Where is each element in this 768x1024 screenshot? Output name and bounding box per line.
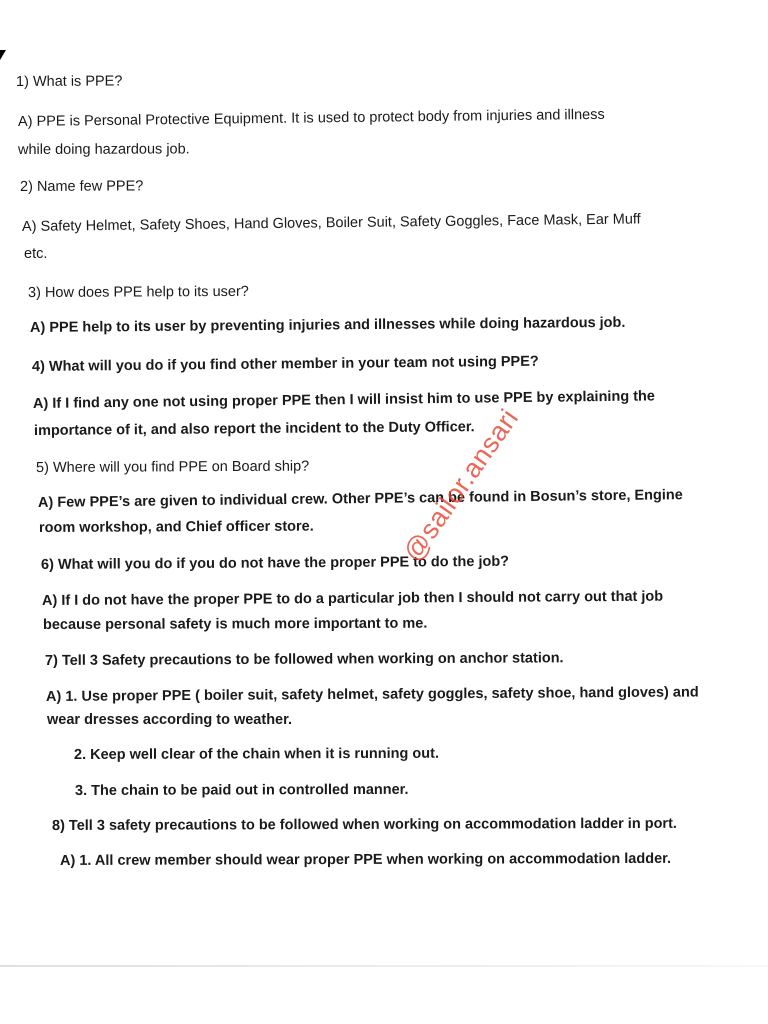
answer-3-line-1: A) PPE help to its user by preventing injuries and illnesses while doing hazardous job.	[29, 314, 626, 336]
answer-6-line-1: A) If I do not have the proper PPE to do a particular job then I should not carry out that job	[41, 588, 664, 609]
answer-6-line-2: because personal safety is much more important to me.	[42, 615, 428, 633]
question-2: 2) Name few PPE?	[19, 178, 144, 195]
watermark-text: @sailor.ansari	[397, 403, 525, 567]
answer-2-line-1: A) Safety Helmet, Safety Shoes, Hand Gloves, Boiler Suit, Safety Goggles, Face Mask, Ear Muff	[21, 211, 641, 235]
answer-5-line-1: A) Few PPE’s are given to individual crew. Other PPE’s can be found in Bosun’s store, Engine	[37, 487, 683, 511]
question-5: 5) Where will you find PPE on Board ship?	[35, 458, 310, 476]
answer-7-line-1: A) 1. Use proper PPE ( boiler suit, safety helmet, safety goggles, safety shoe, hand gloves) and	[45, 684, 699, 705]
answer-5-line-2: room workshop, and Chief officer store.	[38, 518, 314, 536]
answer-4-line-1: A) If I find any one not using proper PPE then I will insist him to use PPE by explaining the	[32, 388, 656, 412]
question-6: 6) What will you do if you do not have the proper PPE to do the job?	[40, 553, 510, 573]
question-3: 3) How does PPE help to its user?	[27, 283, 249, 301]
answer-7-line-4: 3. The chain to be paid out in controlled manner.	[74, 781, 409, 799]
question-7: 7) Tell 3 Safety precautions to be followed when working on anchor station.	[44, 650, 564, 669]
answer-8-line-1: A) 1. All crew member should wear proper PPE when working on accommodation ladder.	[59, 850, 672, 869]
answer-7-line-2: wear dresses according to weather.	[47, 712, 292, 728]
scan-corner-mark	[0, 50, 6, 60]
page-edge-shadow	[0, 965, 768, 967]
question-1: 1) What is PPE?	[15, 73, 123, 90]
question-4: 4) What will you do if you find other member in your team not using PPE?	[31, 353, 539, 375]
answer-2-line-2: etc.	[24, 246, 48, 262]
answer-4-line-2: importance of it, and also report the incident to the Duty Officer.	[33, 419, 475, 439]
answer-1-line-1: A) PPE is Personal Protective Equipment. It is used to protect body from injuries and illness	[17, 106, 605, 130]
answer-1-line-2: while doing hazardous job.	[17, 141, 190, 158]
question-8: 8) Tell 3 safety precautions to be followed when working on accommodation ladder in port.	[51, 815, 677, 834]
answer-7-line-3: 2. Keep well clear of the chain when it is running out.	[73, 745, 440, 763]
